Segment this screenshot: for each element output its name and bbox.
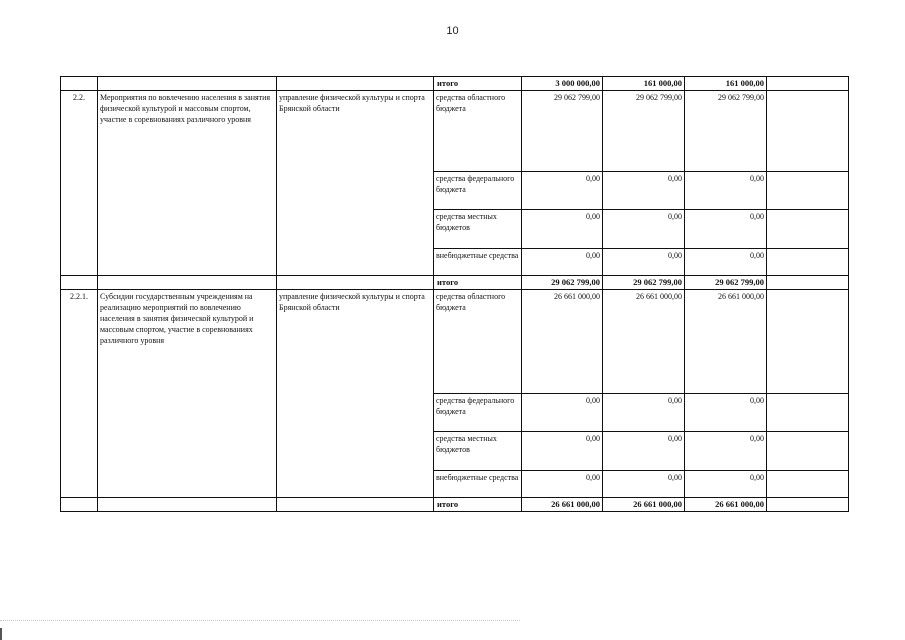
section-name: Субсидии государственным учреждениям на реализацию мероприятий по вовлечению населения в занятия физической культурой и массовым спортом, участие в соревнованиях различного уровня bbox=[98, 290, 277, 498]
empty-cell bbox=[61, 498, 98, 512]
total-value-3: 161 000,00 bbox=[685, 77, 767, 91]
total-label: итого bbox=[434, 276, 522, 290]
empty-cell bbox=[767, 172, 849, 210]
empty-cell bbox=[767, 276, 849, 290]
funding-source: внебюджетные средства bbox=[434, 471, 522, 498]
total-value-2: 29 062 799,00 bbox=[603, 276, 685, 290]
amount-cell: 0,00 bbox=[603, 432, 685, 471]
section-executor: управление физической культуры и спорта Брянской области bbox=[277, 290, 434, 498]
total-value-3: 26 661 000,00 bbox=[685, 498, 767, 512]
name-cell bbox=[98, 77, 277, 91]
amount-cell: 0,00 bbox=[685, 249, 767, 276]
empty-cell bbox=[767, 498, 849, 512]
empty-cell bbox=[767, 210, 849, 249]
funding-source: средства местных бюджетов bbox=[434, 432, 522, 471]
funding-source: внебюджетные средства bbox=[434, 249, 522, 276]
funding-source: средства местных бюджетов bbox=[434, 210, 522, 249]
funding-source: средства федерального бюджета bbox=[434, 394, 522, 432]
amount-cell: 26 661 000,00 bbox=[603, 290, 685, 394]
budget-table bbox=[60, 76, 849, 512]
total-value-1: 26 661 000,00 bbox=[522, 498, 603, 512]
empty-cell bbox=[98, 276, 277, 290]
amount-cell: 0,00 bbox=[522, 249, 603, 276]
section-executor: управление физической культуры и спорта Брянской области bbox=[277, 91, 434, 276]
section-name: Мероприятия по вовлечению населения в занятия физической культурой и массовым спортом, участие в соревнованиях различного уровня bbox=[98, 91, 277, 276]
table-row-top-total bbox=[61, 77, 849, 91]
total-label: итого bbox=[434, 77, 522, 91]
empty-cell bbox=[767, 290, 849, 394]
empty-cell bbox=[767, 432, 849, 471]
amount-cell: 0,00 bbox=[522, 210, 603, 249]
amount-cell: 29 062 799,00 bbox=[522, 91, 603, 172]
amount-cell: 0,00 bbox=[522, 432, 603, 471]
empty-cell bbox=[767, 394, 849, 432]
amount-cell: 0,00 bbox=[522, 471, 603, 498]
empty-cell bbox=[277, 498, 434, 512]
funding-source: средства областного бюджета bbox=[434, 290, 522, 394]
total-value-3: 29 062 799,00 bbox=[685, 276, 767, 290]
amount-cell: 0,00 bbox=[603, 210, 685, 249]
amount-cell: 0,00 bbox=[522, 394, 603, 432]
funding-source: средства областного бюджета bbox=[434, 91, 522, 172]
amount-cell: 29 062 799,00 bbox=[685, 91, 767, 172]
amount-cell: 0,00 bbox=[685, 210, 767, 249]
amount-cell: 0,00 bbox=[603, 249, 685, 276]
amount-cell: 0,00 bbox=[603, 394, 685, 432]
page-number: 10 bbox=[446, 25, 459, 37]
empty-cell bbox=[767, 77, 849, 91]
amount-cell: 26 661 000,00 bbox=[522, 290, 603, 394]
total-value-1: 3 000 000,00 bbox=[522, 77, 603, 91]
scan-artifact bbox=[0, 620, 520, 625]
empty-cell bbox=[277, 276, 434, 290]
table-row bbox=[61, 91, 849, 172]
section-index: 2.2. bbox=[61, 91, 98, 276]
empty-cell bbox=[767, 471, 849, 498]
amount-cell: 0,00 bbox=[685, 394, 767, 432]
amount-cell: 0,00 bbox=[522, 172, 603, 210]
amount-cell: 0,00 bbox=[685, 172, 767, 210]
table-row-total bbox=[61, 276, 849, 290]
amount-cell: 0,00 bbox=[685, 471, 767, 498]
table-row-total bbox=[61, 498, 849, 512]
total-label: итого bbox=[434, 498, 522, 512]
amount-cell: 0,00 bbox=[603, 471, 685, 498]
amount-cell: 0,00 bbox=[603, 172, 685, 210]
index-cell bbox=[61, 77, 98, 91]
empty-cell bbox=[98, 498, 277, 512]
total-value-2: 161 000,00 bbox=[603, 77, 685, 91]
empty-cell bbox=[767, 249, 849, 276]
empty-cell bbox=[767, 91, 849, 172]
executor-cell bbox=[277, 77, 434, 91]
total-value-1: 29 062 799,00 bbox=[522, 276, 603, 290]
total-value-2: 26 661 000,00 bbox=[603, 498, 685, 512]
amount-cell: 26 661 000,00 bbox=[685, 290, 767, 394]
funding-source: средства федерального бюджета bbox=[434, 172, 522, 210]
section-index: 2.2.1. bbox=[61, 290, 98, 498]
scan-edge-mark bbox=[0, 628, 2, 640]
empty-cell bbox=[61, 276, 98, 290]
amount-cell: 0,00 bbox=[685, 432, 767, 471]
table-row bbox=[61, 290, 849, 394]
amount-cell: 29 062 799,00 bbox=[603, 91, 685, 172]
